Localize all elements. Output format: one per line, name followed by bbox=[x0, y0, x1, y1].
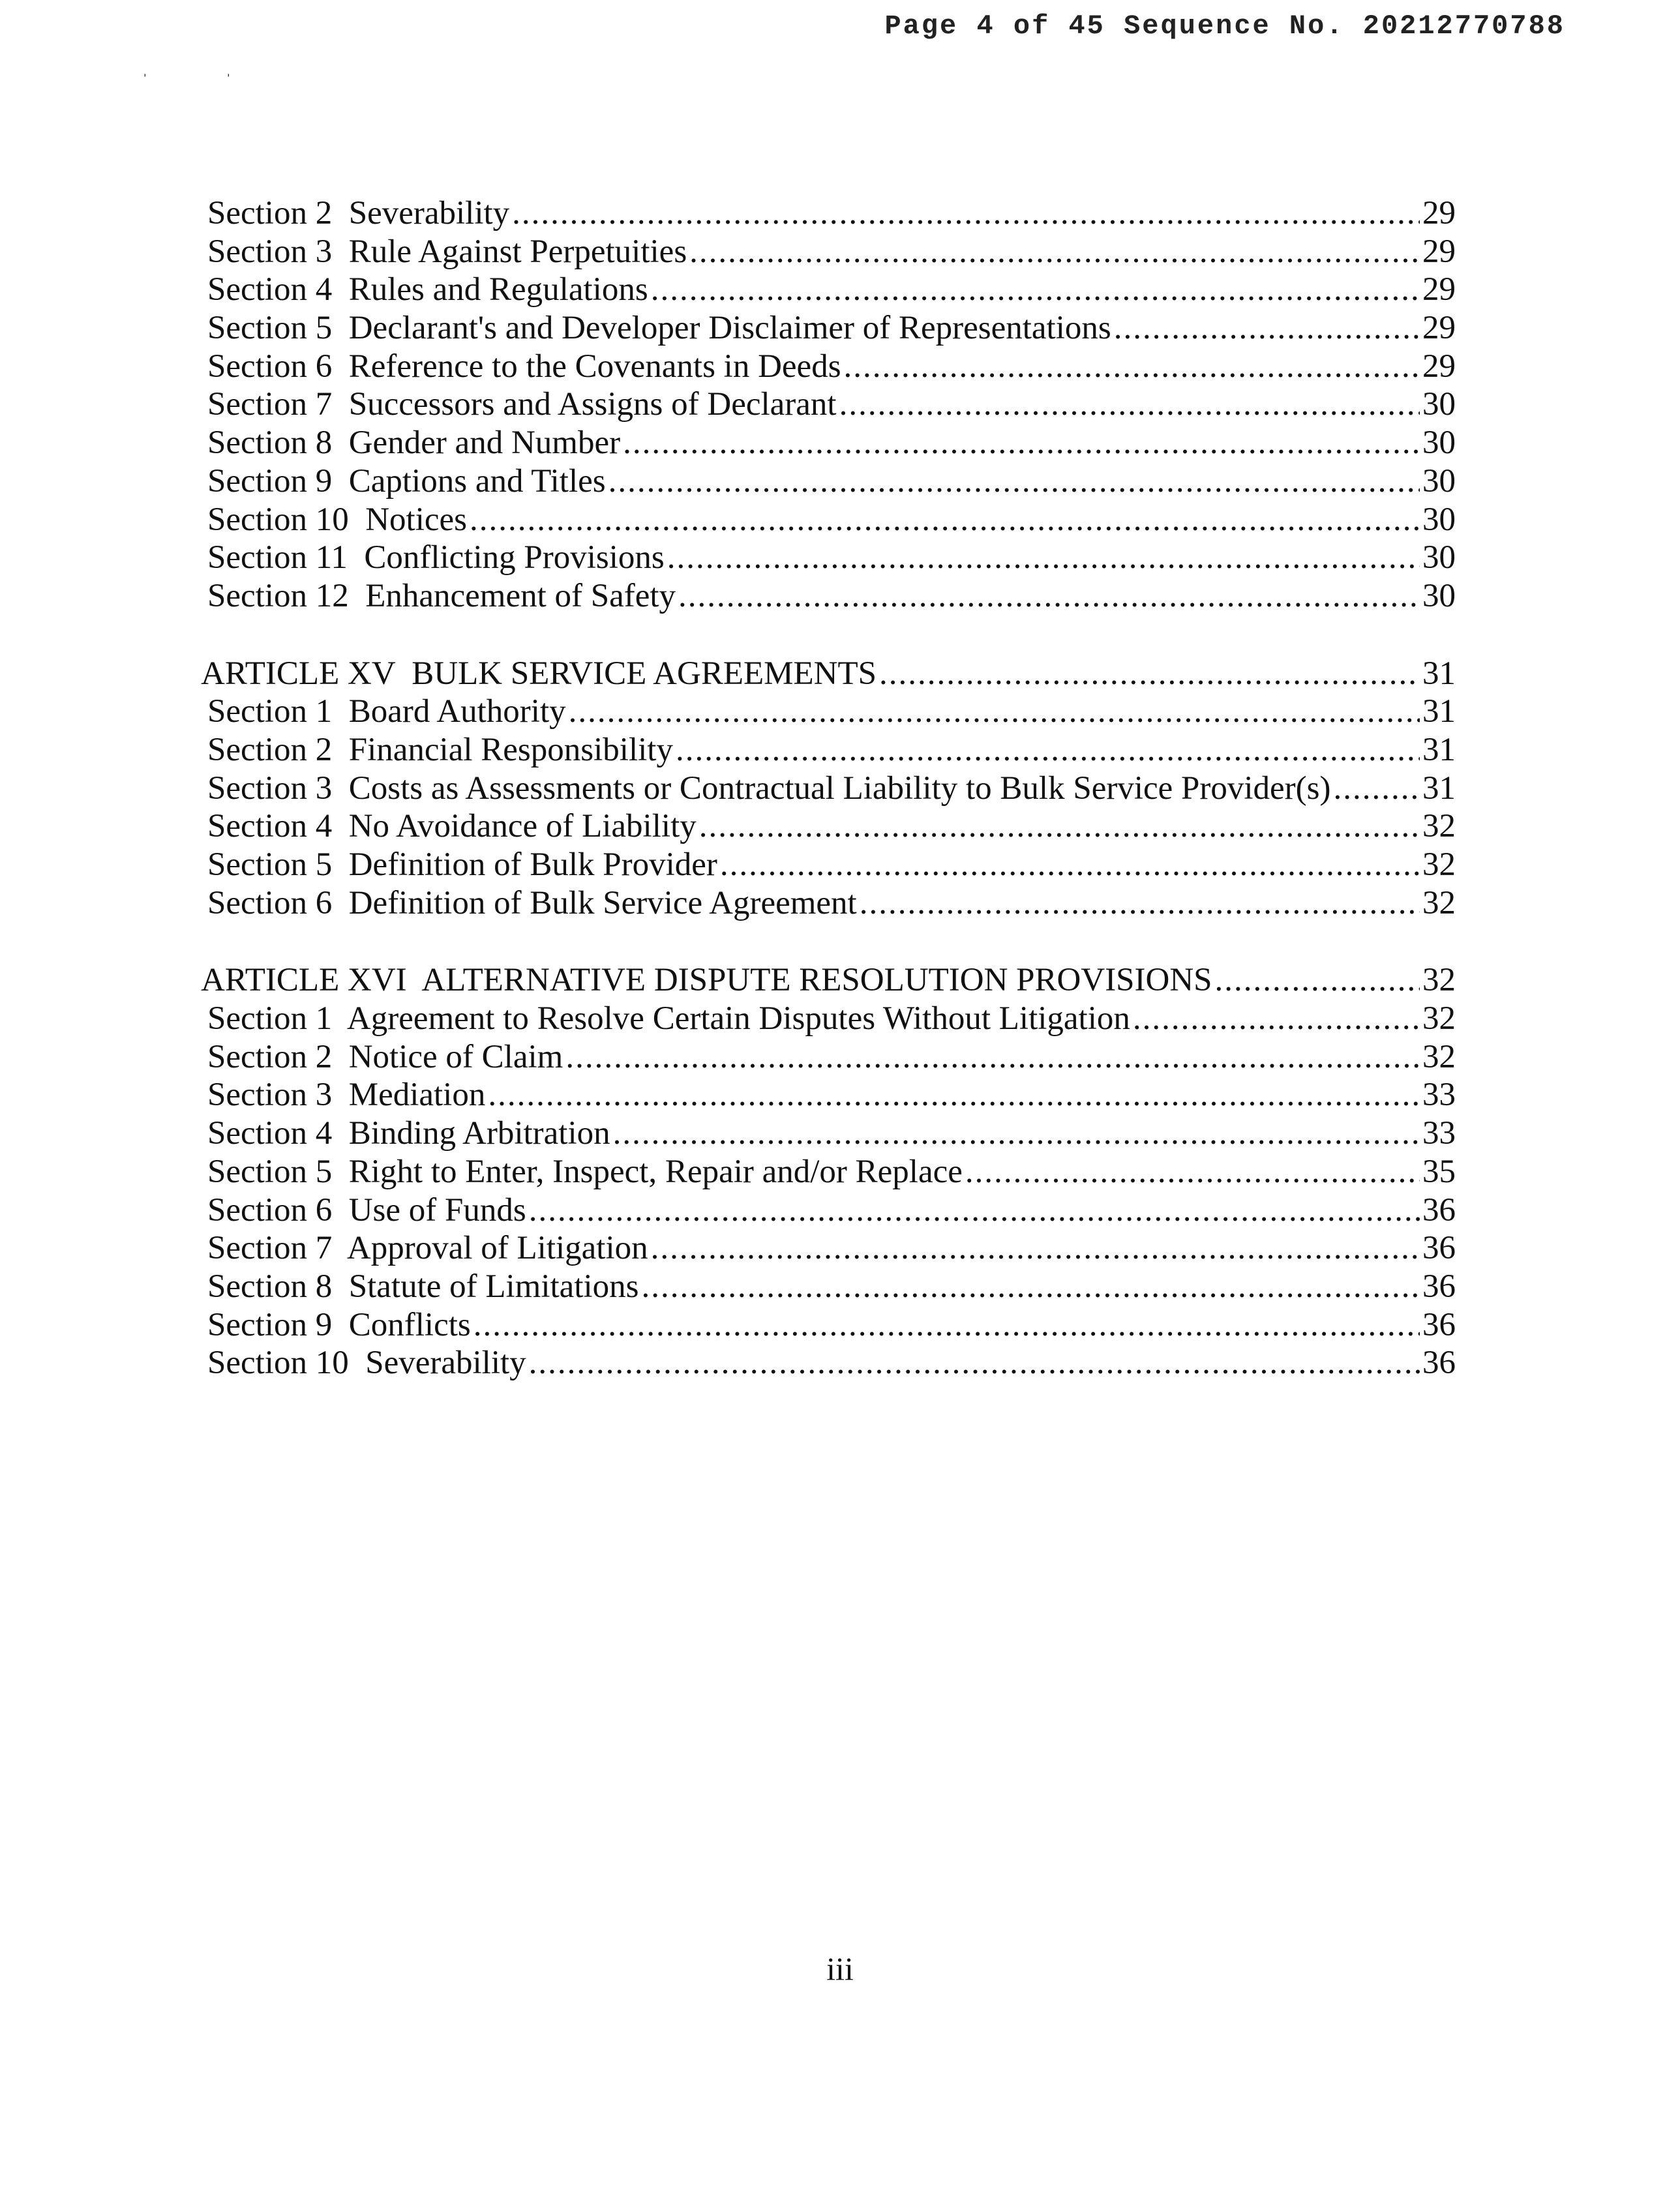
dot-leader bbox=[1133, 1000, 1420, 1038]
dot-leader bbox=[699, 807, 1420, 846]
toc-entry-title: Section 3 Mediation bbox=[207, 1077, 486, 1114]
toc-group bbox=[201, 961, 1456, 1382]
toc-section-entry bbox=[201, 385, 1456, 424]
dot-leader bbox=[651, 1229, 1420, 1268]
dot-leader bbox=[529, 1191, 1420, 1230]
toc-section-entry bbox=[201, 271, 1456, 309]
dot-leader bbox=[529, 1344, 1420, 1382]
toc-entry-title: Section 2 Financial Responsibility bbox=[207, 731, 673, 768]
toc-entry-title: Section 7 Approval of Litigation bbox=[207, 1230, 648, 1267]
toc-page-number: 30 bbox=[1422, 577, 1456, 614]
toc-entry-title: Section 5 Definition of Bulk Provider bbox=[207, 846, 717, 883]
toc-page-number: 32 bbox=[1422, 884, 1456, 921]
toc-section-entry bbox=[201, 309, 1456, 348]
dot-leader bbox=[879, 655, 1420, 693]
toc-section-entry bbox=[201, 539, 1456, 577]
toc-page-number: 31 bbox=[1422, 769, 1456, 807]
dot-leader bbox=[642, 1268, 1420, 1306]
toc-section-entry bbox=[201, 769, 1456, 808]
toc-entry-title: Section 6 Reference to the Covenants in Deeds bbox=[207, 348, 841, 385]
toc-page-number: 32 bbox=[1422, 808, 1456, 845]
toc-section-entry bbox=[201, 577, 1456, 616]
toc-section-entry bbox=[201, 807, 1456, 846]
dot-leader bbox=[839, 385, 1420, 424]
toc-entry-title: Section 2 Severability bbox=[207, 195, 510, 231]
toc-article-entry bbox=[201, 655, 1456, 693]
toc-page-number: 31 bbox=[1422, 731, 1456, 768]
toc-entry-title: Section 5 Declarant's and Developer Disclaimer of Representations bbox=[207, 310, 1111, 347]
toc-section-entry bbox=[201, 1153, 1456, 1191]
toc-section-entry bbox=[201, 501, 1456, 539]
toc-page-number: 36 bbox=[1422, 1191, 1456, 1229]
toc-page-number: 30 bbox=[1422, 501, 1456, 538]
toc-entry-title: Section 10 Notices bbox=[207, 501, 468, 538]
table-of-contents bbox=[201, 194, 1456, 1422]
dot-leader bbox=[473, 1306, 1420, 1345]
toc-page-number: 32 bbox=[1422, 1038, 1456, 1075]
dot-leader bbox=[613, 1114, 1420, 1153]
toc-page-number: 30 bbox=[1422, 425, 1456, 462]
toc-section-entry bbox=[201, 1268, 1456, 1306]
dot-leader bbox=[651, 271, 1420, 309]
dot-leader bbox=[512, 194, 1420, 233]
toc-entry-title: Section 6 Use of Funds bbox=[207, 1191, 526, 1229]
toc-section-entry bbox=[201, 1306, 1456, 1345]
toc-section-entry bbox=[201, 731, 1456, 769]
dot-leader bbox=[565, 1038, 1420, 1077]
toc-section-entry bbox=[201, 1191, 1456, 1230]
toc-page-number: 29 bbox=[1422, 195, 1456, 231]
toc-page-number: 33 bbox=[1422, 1077, 1456, 1114]
toc-section-entry bbox=[201, 424, 1456, 462]
toc-entry-title: Section 9 Conflicts bbox=[207, 1306, 471, 1343]
scan-mark: ˈ bbox=[142, 70, 148, 90]
dot-leader bbox=[488, 1076, 1420, 1114]
dot-leader bbox=[844, 348, 1420, 386]
toc-section-entry bbox=[201, 233, 1456, 271]
toc-page-number: 29 bbox=[1422, 310, 1456, 347]
toc-page-number: 32 bbox=[1422, 1000, 1456, 1037]
toc-group bbox=[201, 655, 1456, 923]
toc-group bbox=[201, 194, 1456, 616]
toc-page-number: 32 bbox=[1422, 962, 1456, 999]
toc-entry-title: Section 10 Severability bbox=[207, 1345, 526, 1382]
toc-section-entry bbox=[201, 1000, 1456, 1038]
toc-page-number: 35 bbox=[1422, 1153, 1456, 1190]
toc-page-number: 36 bbox=[1422, 1306, 1456, 1343]
toc-section-entry bbox=[201, 846, 1456, 884]
dot-leader bbox=[1114, 309, 1420, 348]
toc-section-entry bbox=[201, 1114, 1456, 1153]
page-header: Page 4 of 45 Sequence No. 20212770788 bbox=[884, 10, 1565, 42]
toc-section-entry bbox=[201, 1076, 1456, 1114]
toc-page-number: 33 bbox=[1422, 1115, 1456, 1152]
toc-entry-title: Section 8 Statute of Limitations bbox=[207, 1268, 639, 1305]
dot-leader bbox=[569, 693, 1420, 731]
toc-page-number: 30 bbox=[1422, 539, 1456, 576]
toc-entry-title: Section 9 Captions and Titles bbox=[207, 462, 606, 499]
dot-leader bbox=[1333, 769, 1420, 808]
toc-entry-title: Section 12 Enhancement of Safety bbox=[207, 577, 676, 614]
dot-leader bbox=[965, 1153, 1420, 1191]
toc-page-number: 30 bbox=[1422, 386, 1456, 423]
toc-page-number: 29 bbox=[1422, 271, 1456, 308]
toc-entry-title: Section 6 Definition of Bulk Service Agreement bbox=[207, 884, 857, 921]
dot-leader bbox=[470, 501, 1420, 539]
toc-article-entry bbox=[201, 961, 1456, 1000]
toc-entry-title: Section 1 Agreement to Resolve Certain Disputes Without Litigation bbox=[207, 1000, 1130, 1037]
page-number-footer: iii bbox=[826, 1950, 854, 1987]
toc-entry-title: Section 5 Right to Enter, Inspect, Repair and/or Replace bbox=[207, 1153, 963, 1190]
toc-page-number: 36 bbox=[1422, 1268, 1456, 1305]
toc-section-entry bbox=[201, 693, 1456, 731]
toc-page-number: 31 bbox=[1422, 655, 1456, 692]
toc-entry-title: Section 11 Conflicting Provisions bbox=[207, 539, 665, 576]
toc-section-entry bbox=[201, 884, 1456, 923]
toc-entry-title: Section 2 Notice of Claim bbox=[207, 1038, 563, 1075]
dot-leader bbox=[720, 846, 1420, 884]
toc-entry-title: Section 1 Board Authority bbox=[207, 693, 566, 730]
toc-entry-title: Section 4 Rules and Regulations bbox=[207, 271, 648, 308]
toc-page-number: 31 bbox=[1422, 693, 1456, 730]
dot-leader bbox=[667, 539, 1420, 577]
toc-page-number: 29 bbox=[1422, 233, 1456, 270]
dot-leader bbox=[1215, 961, 1420, 1000]
toc-page-number: 29 bbox=[1422, 348, 1456, 385]
toc-page-number: 36 bbox=[1422, 1230, 1456, 1267]
dot-leader bbox=[623, 424, 1420, 462]
toc-entry-title: Section 4 No Avoidance of Liability bbox=[207, 808, 697, 845]
dot-leader bbox=[608, 462, 1420, 501]
toc-entry-title: Section 4 Binding Arbitration bbox=[207, 1115, 610, 1152]
toc-page-number: 30 bbox=[1422, 462, 1456, 499]
toc-section-entry bbox=[201, 1344, 1456, 1382]
toc-section-entry bbox=[201, 1038, 1456, 1077]
toc-page-number: 32 bbox=[1422, 846, 1456, 883]
scan-mark: ˈ bbox=[226, 70, 232, 90]
toc-section-entry bbox=[201, 1229, 1456, 1268]
dot-leader bbox=[860, 884, 1420, 923]
toc-entry-title: ARTICLE XVI ALTERNATIVE DISPUTE RESOLUTION PROVISIONS bbox=[201, 962, 1212, 999]
dot-leader bbox=[689, 233, 1420, 271]
dot-leader bbox=[678, 577, 1420, 616]
toc-section-entry bbox=[201, 194, 1456, 233]
toc-section-entry bbox=[201, 462, 1456, 501]
toc-entry-title: Section 3 Rule Against Perpetuities bbox=[207, 233, 687, 270]
toc-entry-title: ARTICLE XV BULK SERVICE AGREEMENTS bbox=[201, 655, 877, 692]
toc-entry-title: Section 8 Gender and Number bbox=[207, 425, 621, 462]
toc-entry-title: Section 7 Successors and Assigns of Declarant bbox=[207, 386, 837, 423]
toc-section-entry bbox=[201, 348, 1456, 386]
toc-entry-title: Section 3 Costs as Assessments or Contractual Liability to Bulk Service Provider(s) bbox=[207, 769, 1331, 807]
dot-leader bbox=[676, 731, 1420, 769]
toc-page-number: 36 bbox=[1422, 1345, 1456, 1382]
